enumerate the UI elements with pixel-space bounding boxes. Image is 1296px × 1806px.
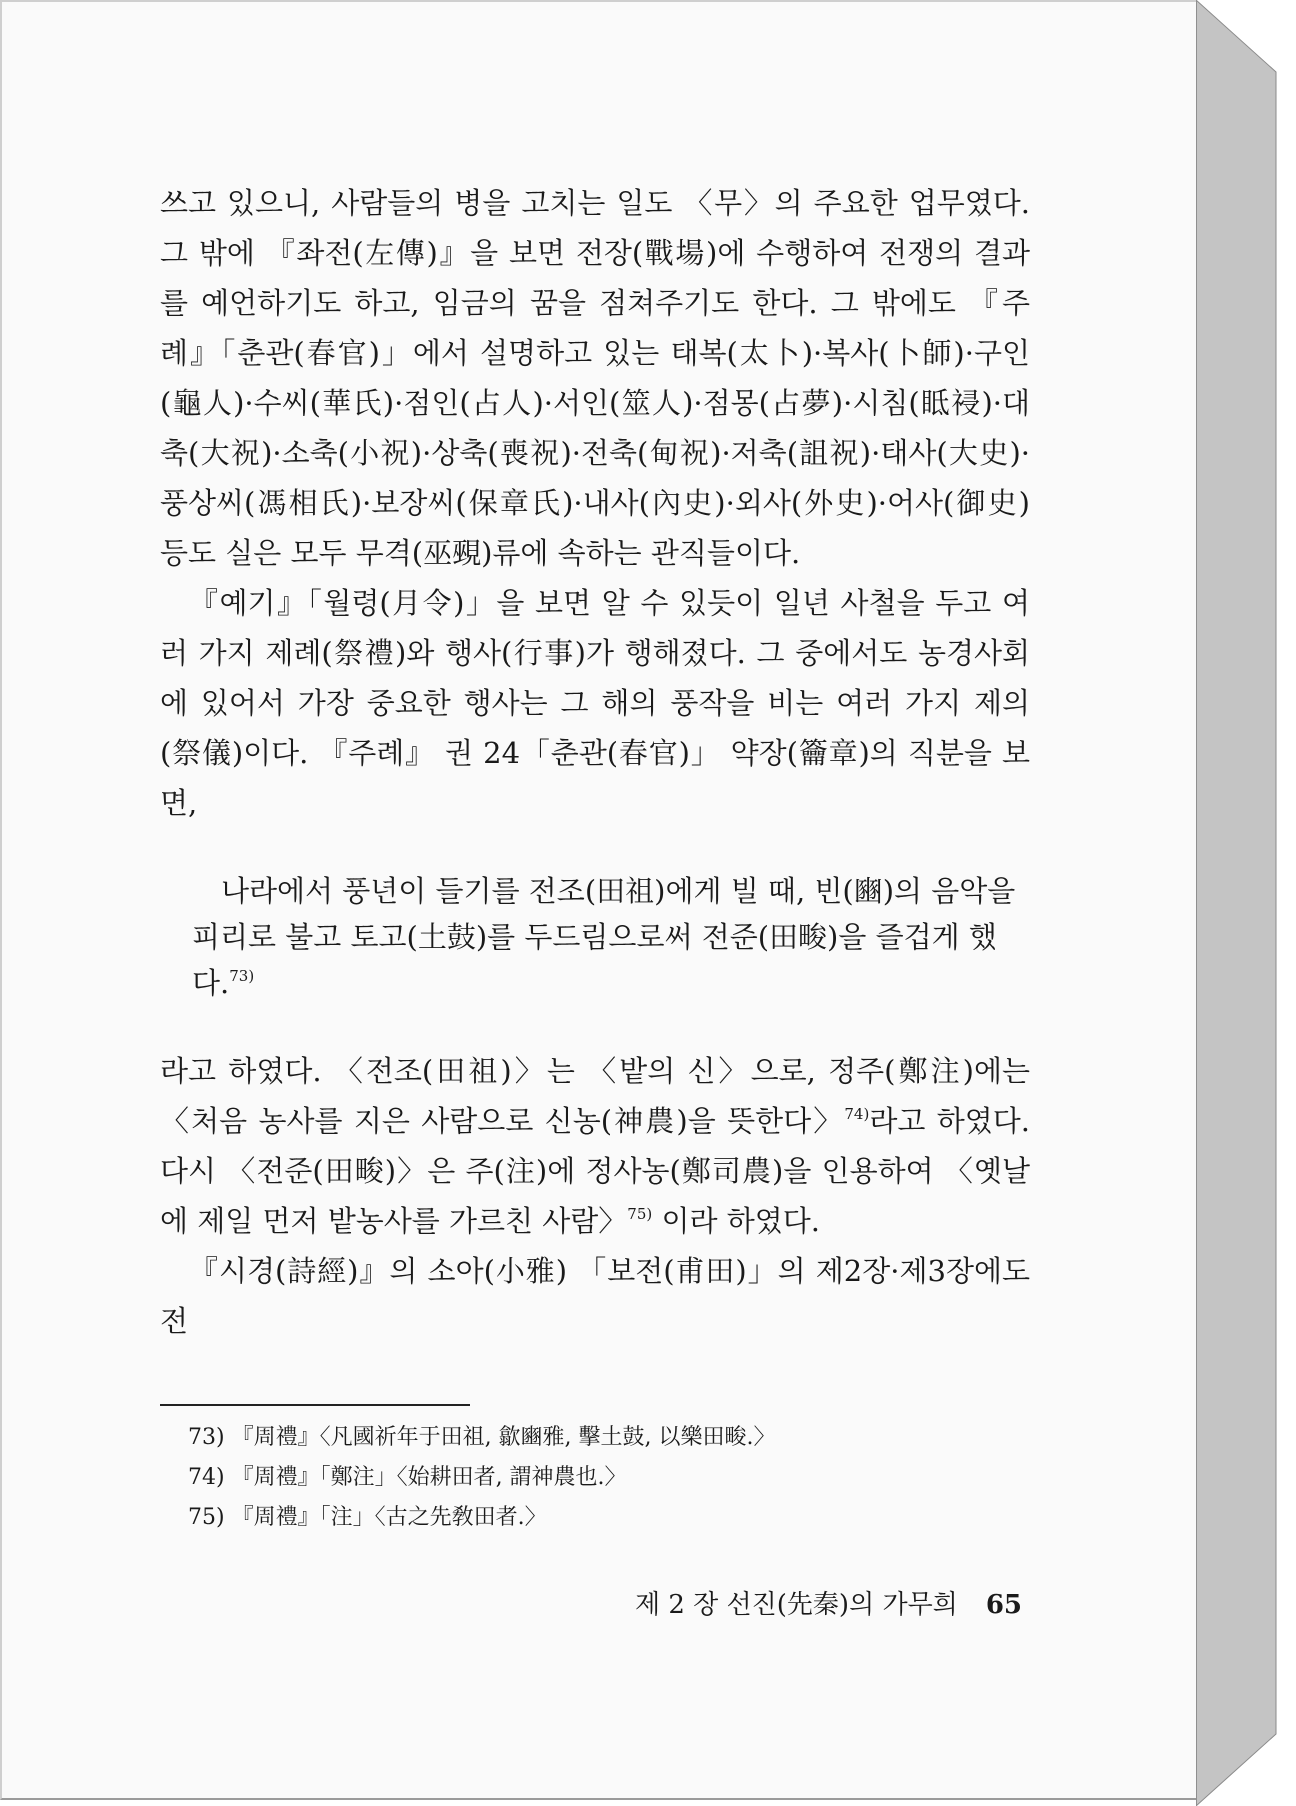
block-quote (160, 868, 1030, 1006)
paragraph-3-part-1: 라고 하였다. 〈전조(田祖)〉는 〈밭의 신〉으로, 정주(鄭注)에는 〈처음 농사를 지은 사람으로 신농(神農)을 뜻한다〉 (160, 1054, 1030, 1138)
body-text (160, 178, 1030, 1346)
footnote-divider (160, 1404, 470, 1406)
paragraph-3-part-3: 이라 하였다. (652, 1204, 820, 1238)
footnote-ref-75: 75) (627, 1205, 653, 1223)
book-spine-edge (1196, 0, 1296, 1806)
footnote-74: 74) 『周禮』「鄭注」〈始耕田者, 謂神農也.〉 (188, 1465, 627, 1490)
quote-text: 나라에서 풍년이 들기를 전조(田祖)에게 빌 때, 빈(豳)의 음악을 피리로 불고 토고(土鼓)를 두드림으로써 전준(田畯)을 즐겁게 했다. (192, 874, 1016, 1000)
paragraph-3-part-2: 라고 하였다. 다시 〈전준(田畯)〉은 주(注)에 정사농(鄭司農)을 인용하여 〈옛날에 제일 먼저 밭농사를 가르친 사람〉 (160, 1104, 1030, 1238)
running-footer (602, 1584, 1022, 1621)
paragraph-1: 쓰고 있으니, 사람들의 병을 고치는 일도 〈무〉의 주요한 업무였다. 그 밖에 『좌전(左傳)』을 보면 전장(戰場)에 수행하여 전쟁의 결과를 예언하기도 하고, 임금의 꿈을 점쳐주기도 한다. 그 밖에도 『주례』「춘관(春官)」에서 설명하고 있는 태복(太卜)·복사(卜師)·구인(龜人)·수씨(華氏)·점인(占人)·서인(筮人)·점몽(占夢)·시침(眡祲)·대축(大祝)·소축(小祝)·상축(喪祝)·전축(甸祝)·저축(詛祝)·태사(大史)·풍상씨(馮相氏)·보장씨(保章氏)·내사(內史)·외사(外史)·어사(御史) 등도 실은 모두 무격(巫覡)류에 속하는 관직들이다. (160, 186, 1030, 570)
footnote-75: 75) 『周禮』「注」〈古之先敎田者.〉 (188, 1505, 547, 1530)
footnote-73: 73) 『周禮』〈凡國祈年于田祖, 歙豳雅, 擊土鼓, 以樂田畯.〉 (188, 1425, 776, 1450)
page-number: 65 (985, 1590, 1022, 1620)
footnotes (188, 1418, 1028, 1538)
footnote-ref-73: 73) (229, 967, 255, 985)
paragraph-4: 『시경(詩經)』의 소아(小雅) 「보전(甫田)」의 제2장·제3장에도 전 (160, 1254, 1030, 1338)
chapter-title: 제 2 장 선진(先秦)의 가무희 (634, 1590, 958, 1620)
footnote-ref-74: 74) (844, 1105, 870, 1123)
paragraph-3 (160, 1046, 1030, 1246)
paragraph-2: 『예기』「월령(月令)」을 보면 알 수 있듯이 일년 사철을 두고 여러 가지 제례(祭禮)와 행사(行事)가 행해졌다. 그 중에서도 농경사회에 있어서 가장 중요한 행사는 그 해의 풍작을 비는 여러 가지 제의(祭儀)이다. 『주례』 권 24「춘관(春官)」 약장(籥章)의 직분을 보면, (160, 586, 1030, 820)
